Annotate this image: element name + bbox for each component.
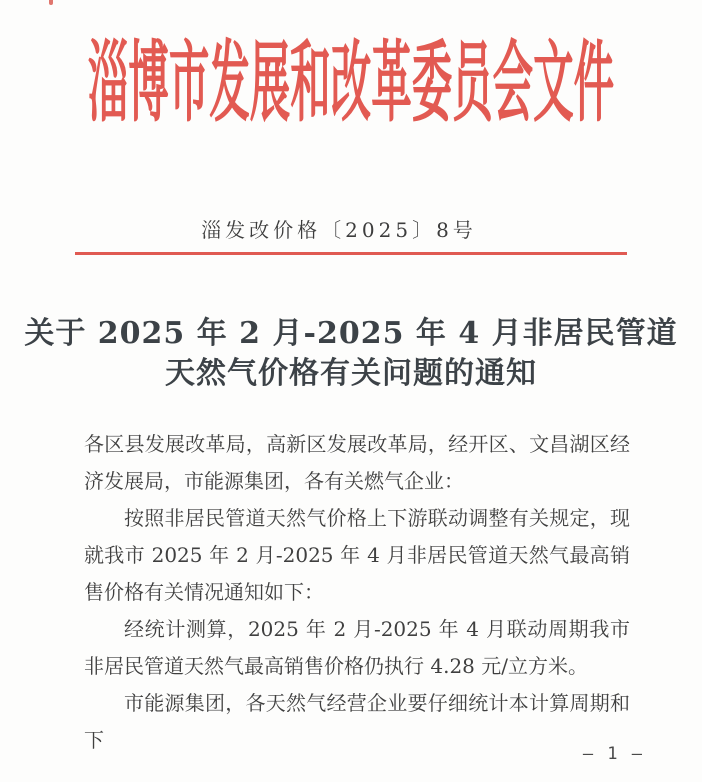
document-title	[0, 314, 702, 394]
scan-artifact-speck	[49, 0, 53, 5]
document-number: 淄发改价格〔2025〕8号	[201, 218, 477, 242]
salutation-line: 各区县发展改革局，高新区发展改革局，经开区、文昌湖区经济发展局，市能源集团，各有关燃气企业：	[84, 432, 630, 493]
agency-title: 淄博市发展和改革委员会文件	[87, 30, 615, 134]
page-number: — 1 —	[582, 744, 644, 764]
red-divider-line	[75, 252, 627, 255]
document-red-header	[0, 30, 702, 140]
body-paragraph-truncated: 市能源集团，各天然气经营企业要仔细统计本计算周期和下	[84, 691, 630, 752]
document-title-line1: 关于 2025 年 2 月-2025 年 4 月非居民管道	[24, 316, 678, 351]
body-paragraph: 经统计测算，2025 年 2 月-2025 年 4 月联动周期我市非居民管道天然气最高销售价格仍执行 4.28 元/立方米。	[84, 617, 630, 678]
document-title-line2: 天然气价格有关问题的通知	[165, 356, 537, 391]
document-body	[84, 426, 630, 759]
body-paragraph: 按照非居民管道天然气价格上下游联动调整有关规定，现就我市 2025 年 2 月-2025 年 4 月非居民管道天然气最高销售价格有关情况通知如下：	[84, 506, 630, 604]
